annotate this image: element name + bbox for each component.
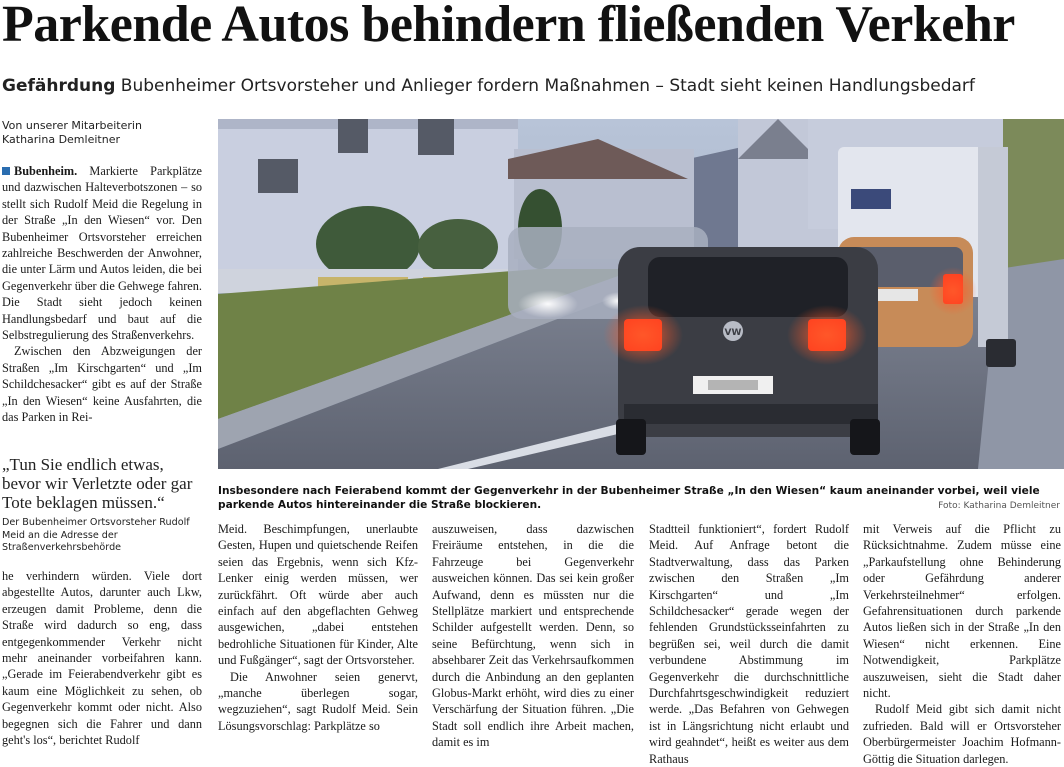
intro-column: [2, 163, 202, 426]
intro-text: Markierte Parkplätze und dazwischen Halteverbotszonen – so stellt sich Rudolf Meid die Regelung in der Straße „In den Wiesen“ vor. Den Bubenheimer Ortsvorsteher erreichen zahlreiche Beschwerden der Anwohner, die unter Lärm und Autos leiden, die bei Gegenverkehr über die Gehwege fahren. Die Stadt sieht jedoch keinen Handlungsbedarf und baut auf die Selbstregulierung des Straßenverkehrs.: [2, 164, 202, 343]
author-name: Katharina Demleitner: [2, 133, 120, 146]
car-brand-badge: VW: [724, 328, 742, 338]
intro-paragraph: [2, 163, 202, 343]
subheadline: [2, 74, 1062, 98]
body-column-1: [2, 568, 202, 748]
paragraph: he verhindern würden. Viele dort abgestellte Autos, darunter auch Lkw, erzeugen damit Probleme, denn die Straße wird dadurch so eng, dass entgegenkommender Verkehr nicht mehr aneinander vorbeifahren kann. „Gerade im Feierabendverkehr gibt es kaum eine Möglichkeit zu sehen, ob Gegenverkehr kommt oder nicht. Also begegnen sich die Fahrer und dann geht's los“, berichtet Rudolf: [2, 569, 202, 748]
body-column-2: [218, 521, 418, 734]
pull-quote: „Tun Sie endlich etwas, bevor wir Verletzte oder gar Tote beklagen müssen.“: [2, 455, 193, 512]
photo-caption: Insbesondere nach Feierabend kommt der Gegenverkehr in der Bubenheimer Straße „In den Wiesen“ kaum aneinander vorbei, weil viele parkende Autos hintereinander die Straße blockieren.: [218, 485, 1040, 511]
paragraph: Meid. Beschimpfungen, unerlaubte Gesten, Hupen und quietschende Reifen seien das Ergebnis, wenn sich Kfz-Lenker einig werden müssen, wer zurückfährt. Oft würde aber auch einfach auf den abgeflachten Gehweg ausgewichen, „dabei entstehen bedrohliche Situationen für Kinder, Alte und Fußgänger“, sagt der Ortsvorsteher.: [218, 522, 418, 668]
paragraph: auszuweisen, dass dazwischen Freiräume entstehen, in die die Fahrzeuge bei Gegenverkehr ausweichen können. Das sei kein großer Aufwand, denn es müssten nur die Stellplätze markiert und entsprechende Schilder aufgestellt werden. Denn, so seine Befürchtung, wenn sich in absehbarer Zeit das Verkehrsaufkommen durch die Anbindung an den geplanten Globus-Markt erhöht, wird dies zu einer Verschärfung der Situation führen. „Die Stadt soll endlich ihre Arbeit machen, damit es im: [432, 522, 634, 750]
paragraph: Zwischen den Abzweigungen der Straßen „Im Kirschgarten“ und „Im Schildchesacker“ gibt es auf der Straße „In den Wiesen“ keine Ausfahrten, die das Parken in Rei-: [2, 344, 202, 425]
body-column-3: [432, 521, 634, 751]
paragraph: mit Verweis auf die Pflicht zu Rücksichtnahme. Zudem müsse eine „Parkaufstellung ohne Behinderung oder Gefährdung anderer Verkehrsteilnehmer“ erfolgen. Gefahrensituationen durch parkende Autos ließen sich in der Straße „In den Wiesen“ nicht erkennen. Eine Notwendigkeit, Parkplätze auszuweisen, sieht die Stadt daher nicht.: [863, 522, 1061, 701]
article-photo: [218, 119, 1064, 469]
pull-quote-attribution: Der Bubenheimer Ortsvorsteher Rudolf Meid an die Adresse der Straßenverkehrsbehörde: [2, 517, 190, 553]
byline-line: Von unserer Mitarbeiterin: [2, 119, 142, 132]
body-column-5: [863, 521, 1061, 767]
body-column-4: [649, 521, 849, 767]
photo-credit: Foto: Katharina Demleitner: [938, 501, 1060, 511]
subheadline-text: Bubenheimer Ortsvorsteher und Anlieger fordern Maßnahmen – Stadt sieht keinen Handlungsbedarf: [120, 76, 975, 96]
headline: Parkende Autos behindern fließenden Verkehr: [2, 0, 1015, 53]
paragraph: Rudolf Meid gibt sich damit nicht zufrieden. Bald will er Ortsvorsteher Oberbürgermeister Joachim Hofmann-Göttig die Situation darlegen.: [863, 702, 1061, 766]
street-scene-illustration: [218, 119, 1064, 469]
kicker: Gefährdung: [2, 76, 116, 96]
paragraph: Die Anwohner seien genervt, „manche überlegen sogar, wegzuziehen“, sagt Rudolf Meid. Sein Lösungsvorschlag: Parkplätze so: [218, 669, 418, 733]
byline: [2, 119, 212, 147]
location-marker-icon: [2, 167, 10, 175]
paragraph: Stadtteil funktioniert“, fordert Rudolf Meid. Auf Anfrage betont die Stadtverwaltung, dass das Parken zwischen den Straßen „Im Kirschgarten“ und „Im Schildchesacker“ gerade wegen der fehlenden Grundstücksseinfahrten zu begrüßen sei, weil durch die damit verbundene Abstimmung im Gegenverkehr die durchschnittliche Durchfahrtsgeschwindigkeit reduziert werde. „Das Befahren von Gehwegen ist in Längsrichtung nicht erlaubt und wird geahndet“, heißt es weiter aus dem Rathaus: [649, 522, 849, 766]
dateline-location: Bubenheim.: [14, 164, 78, 178]
